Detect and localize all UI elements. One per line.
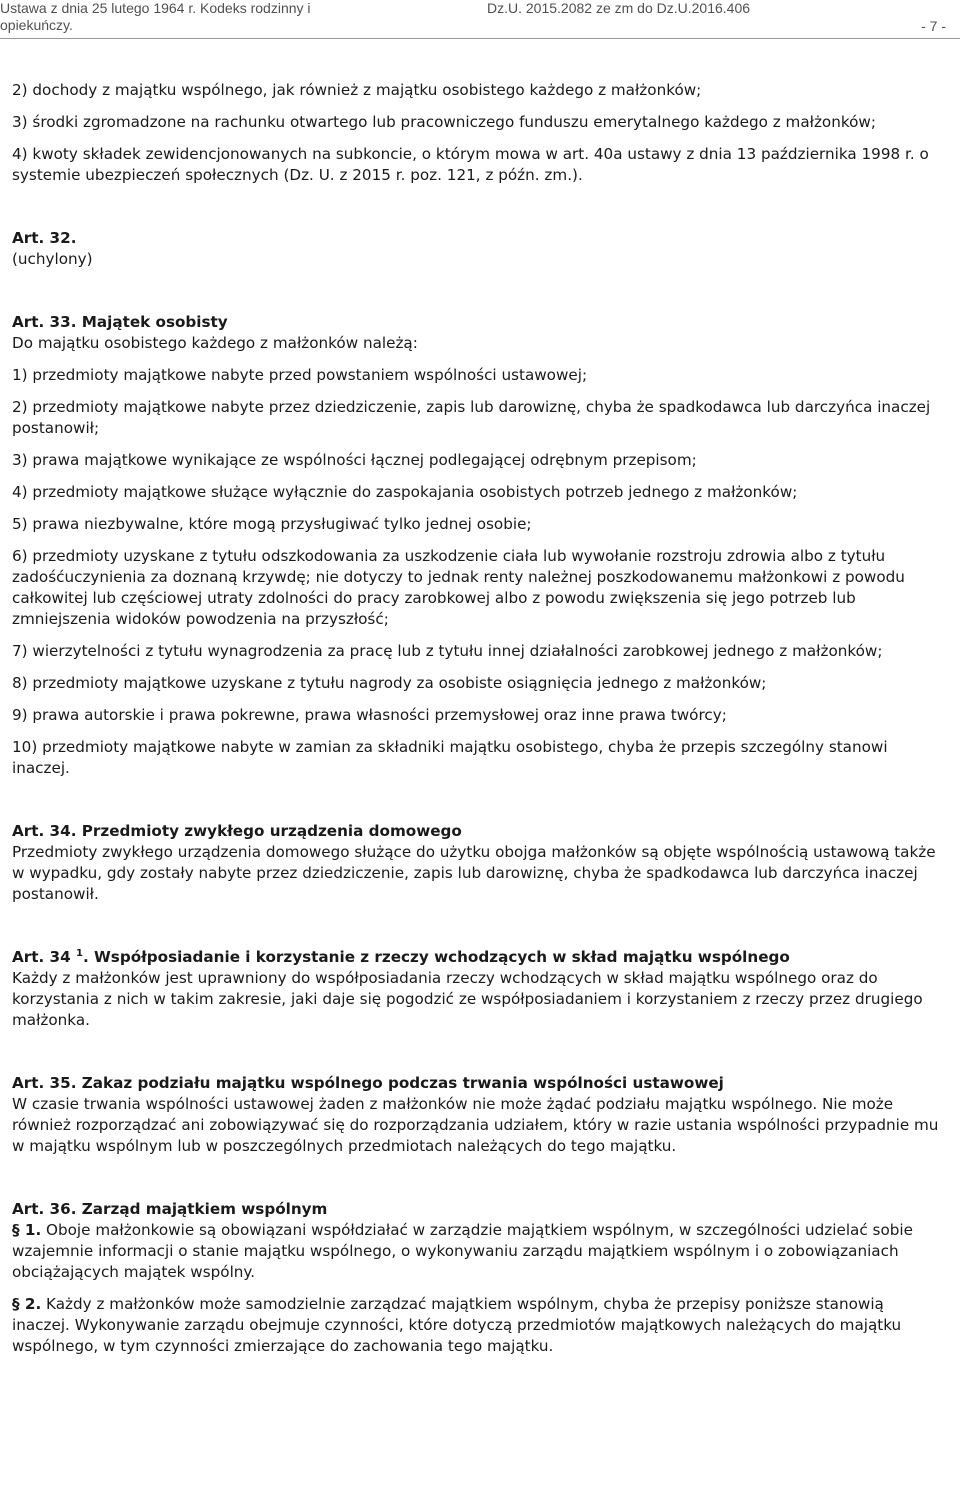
art-32-text: (uchylony) <box>12 250 93 268</box>
art-33-item-3: 3) prawa majątkowe wynikające ze wspólności łącznej podlegającej odrębnym przepisom; <box>12 451 697 469</box>
art-34-1-superscript: 1 <box>76 947 83 959</box>
intro-item-3: 3) środki zgromadzone na rachunku otwartego lub pracowniczego funduszu emerytalnego każdego z małżonków; <box>12 113 876 131</box>
art-33-item-10: 10) przedmioty majątkowe nabyte w zamian za składniki majątku osobistego, chyba że przepis szczególny stanowi inaczej. <box>12 738 888 777</box>
header-divider <box>0 38 960 39</box>
art-34-1-text: Każdy z małżonków jest uprawniony do współposiadania rzeczy wchodzących w skład majątku wspólnego oraz do korzystania z nich w takim zakresie, jaki daje się pogodzić ze współposiadaniem i korzystaniem z rzeczy przez drugiego małżonka. <box>12 969 923 1029</box>
art-36-section-2-label: § 2. <box>12 1295 42 1313</box>
art-32-heading: Art. 32. <box>12 229 77 247</box>
art-33-item-8: 8) przedmioty majątkowe uzyskane z tytułu nagrody za osobiste osiągnięcia jednego z małżonków; <box>12 674 767 692</box>
art-36-heading: Art. 36. Zarząd majątkiem wspólnym <box>12 1200 328 1218</box>
intro-item-4: 4) kwoty składek zewidencjonowanych na subkoncie, o którym mowa w art. 40a ustawy z dnia 13 października 1998 r. o systemie ubezpieczeń społecznych (Dz. U. z 2015 r. poz. 121, z późn. zm.). <box>12 145 929 184</box>
art-33-item-6: 6) przedmioty uzyskane z tytułu odszkodowania za uszkodzenie ciała lub wywołanie rozstroju zdrowia albo z tytułu zadośćuczynienia za doznaną krzywdę; nie dotyczy to jednak renty należnej poszkodowanemu małżonkowi z powodu całkowitej lub częściowej utraty zdolności do pracy zarobkowej albo z powodu zwiększenia się jego potrzeb lub zmniejszenia widoków powodzenia na przyszłość; <box>12 547 905 628</box>
art-33-item-2: 2) przedmioty majątkowe nabyte przez dziedziczenie, zapis lub darowiznę, chyba że spadkodawca lub darczyńca inaczej postanowił; <box>12 398 931 437</box>
header-act-title-line2: opiekuńczy. <box>0 17 73 33</box>
art-36-section-1 <box>12 1220 946 1283</box>
art-33-intro: Do majątku osobistego każdego z małżonków należą: <box>12 334 418 352</box>
art-36-section-1-label: § 1. <box>12 1221 42 1239</box>
page-header <box>0 0 960 40</box>
art-34-text: Przedmioty zwykłego urządzenia domowego służące do użytku obojga małżonków są objęte wspólnością ustawową także w wypadku, gdy zostały nabyte przez dziedziczenie, zapis lub darowiznę, chyba że spadkodawca lub darczyńca inaczej postanowił. <box>12 843 936 903</box>
art-36-section-2 <box>12 1294 946 1357</box>
art-34-1-heading-title: . Współposiadanie i korzystanie z rzeczy wchodzących w skład majątku wspólnego <box>82 948 790 966</box>
header-act-title <box>0 0 311 34</box>
document-body <box>12 80 946 1357</box>
art-36-section-1-text: Oboje małżonkowie są obowiązani współdziałać w zarządzie majątkiem wspólnym, w szczególności udzielać sobie wzajemnie informacji o stanie majątku wspólnego, o wykonywaniu zarządu majątkiem wspólnym i o zobowiązaniach obciążających majątek wspólny. <box>12 1221 913 1281</box>
art-33-item-7: 7) wierzytelności z tytułu wynagrodzenia za pracę lub z tytułu innej działalności zarobkowej jednego z małżonków; <box>12 642 883 660</box>
header-page-number: - 7 - <box>921 18 946 34</box>
art-33-item-5: 5) prawa niezbywalne, które mogą przysługiwać tylko jednej osobie; <box>12 515 532 533</box>
art-35-heading: Art. 35. Zakaz podziału majątku wspólnego podczas trwania wspólności ustawowej <box>12 1074 724 1092</box>
art-33-item-1: 1) przedmioty majątkowe nabyte przed powstaniem wspólności ustawowej; <box>12 366 588 384</box>
art-34-1-heading-prefix: Art. 34 <box>12 948 71 966</box>
art-33-item-9: 9) prawa autorskie i prawa pokrewne, prawa własności przemysłowej oraz inne prawa twórcy; <box>12 706 727 724</box>
art-34-1-heading <box>12 947 946 968</box>
art-34-heading: Art. 34. Przedmioty zwykłego urządzenia domowego <box>12 822 462 840</box>
intro-item-2: 2) dochody z majątku wspólnego, jak również z majątku osobistego każdego z małżonków; <box>12 81 702 99</box>
art-36-section-2-text: Każdy z małżonków może samodzielnie zarządzać majątkiem wspólnym, chyba że przepisy poniższe stanowią inaczej. Wykonywanie zarządu obejmuje czynności, które dotyczą przedmiotów majątkowych należących do majątku wspólnego, w tym czynności zmierzające do zachowania tego majątku. <box>12 1295 902 1355</box>
header-journal-reference: Dz.U. 2015.2082 ze zm do Dz.U.2016.406 <box>487 0 751 16</box>
art-35-text: W czasie trwania wspólności ustawowej żaden z małżonków nie może żądać podziału majątku wspólnego. Nie może również rozporządzać ani zobowiązywać się do rozporządzania udziałem, który w razie ustania wspólności przypadnie mu w majątku wspólnym lub w poszczególnych przedmiotach należących do tego majątku. <box>12 1095 939 1155</box>
header-act-title-line1: Ustawa z dnia 25 lutego 1964 r. Kodeks rodzinny i <box>0 0 311 16</box>
art-33-item-4: 4) przedmioty majątkowe służące wyłącznie do zaspokajania osobistych potrzeb jednego z małżonków; <box>12 483 798 501</box>
art-33-heading: Art. 33. Majątek osobisty <box>12 313 228 331</box>
